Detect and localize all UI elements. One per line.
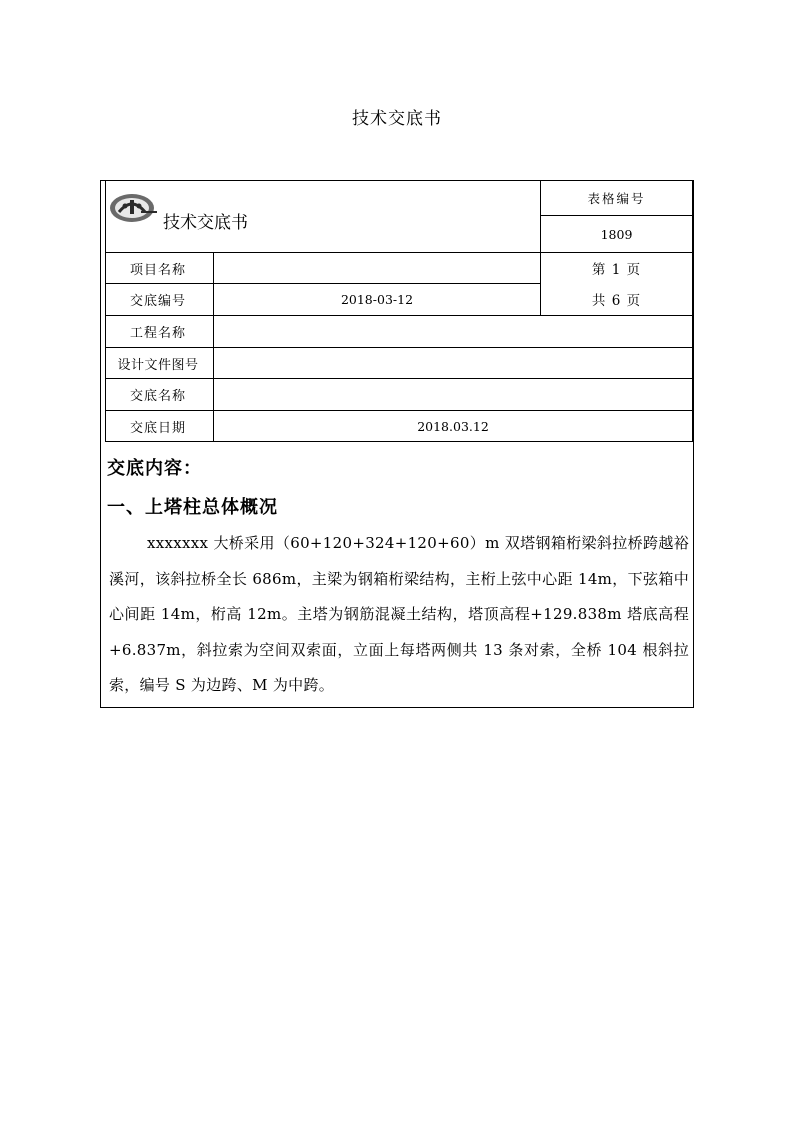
- row-divider: [105, 441, 693, 442]
- form-code-label: 表格编号: [587, 191, 646, 206]
- total-pages: 共 6 页: [591, 293, 642, 309]
- field-value-project-name: [214, 253, 540, 283]
- frame-inner-right: [692, 181, 693, 441]
- field-value-design-drawing-number: [214, 348, 692, 378]
- field-value-engineering-name: [214, 316, 692, 347]
- field-label-project-name: 项目名称: [129, 262, 186, 278]
- field-label-disclosure-name: 交底名称: [129, 389, 186, 404]
- form-header-title: 技术交底书: [163, 213, 248, 233]
- field-label-disclosure-date: 交底日期: [129, 420, 186, 436]
- field-label-engineering-name: 工程名称: [129, 326, 186, 341]
- content-paragraph: xxxxxxx 大桥采用（60+120+324+120+60）m 双塔钢箱桁梁斜拉桥跨越裕溪河，该斜拉桥全长 686m，主梁为钢箱桁梁结构，主桁上弦中心距 14m，下弦箱中心间距 14m，桁高 12m。主塔为钢筋混凝土结构，塔顶高程+129.838m 塔底高程+6.837m，斜拉索为空间双索面，立面上每塔两侧共 13 条对索，全桥 104 根斜拉索，编号 S 为边跨、M 为中跨。: [109, 534, 689, 694]
- form-code-value: 1809: [600, 226, 633, 242]
- section-heading: 一、上塔柱总体概况: [107, 497, 278, 518]
- disclosure-form: [100, 180, 694, 708]
- field-label-disclosure-number: 交底编号: [129, 294, 186, 309]
- content-heading: 交底内容：: [107, 458, 202, 479]
- company-logo: [107, 190, 159, 226]
- page-number: 第 1 页: [591, 262, 642, 278]
- field-value-disclosure-name: [214, 379, 692, 410]
- logo-emblem-icon: [107, 190, 159, 226]
- field-value-disclosure-number: 2018-03-12: [340, 292, 414, 307]
- field-value-disclosure-date: 2018.03.12: [417, 418, 489, 434]
- document-title: 技术交底书: [352, 109, 442, 129]
- field-label-design-drawing-number: 设计文件图号: [117, 357, 199, 373]
